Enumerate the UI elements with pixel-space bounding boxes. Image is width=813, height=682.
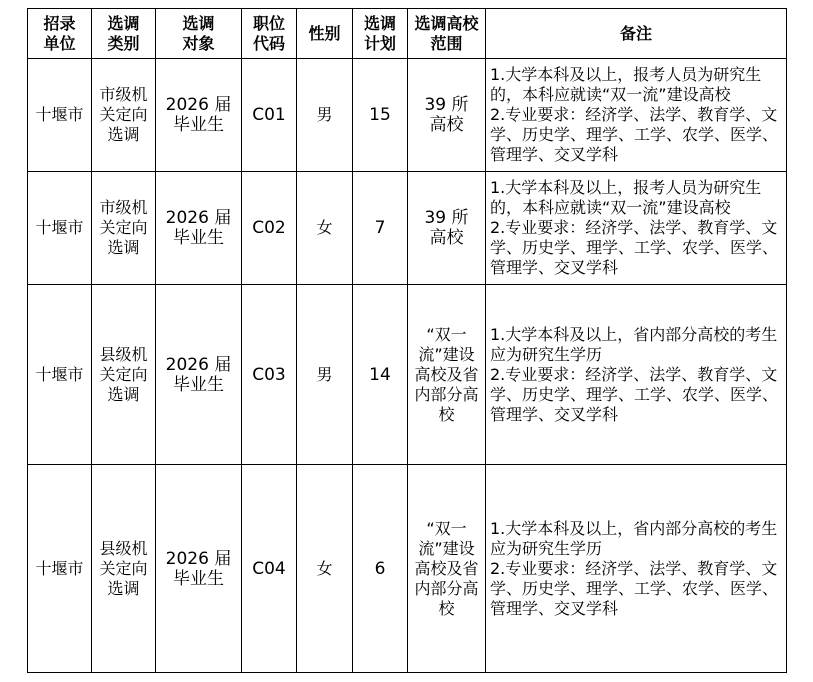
scope-cell: “双一 流”建设 高校及省 内部分高 校 [408, 285, 486, 465]
code-cell: C03 [242, 285, 297, 465]
note-line: 1.大学本科及以上，报考人员为研究生的，本科应就读“双一流”建设高校 [490, 65, 762, 104]
plan-cell: 6 [353, 465, 408, 673]
notes-cell [486, 465, 787, 673]
recruitment-table [27, 8, 787, 673]
unit-cell: 十堰市 [28, 465, 92, 673]
target-cell: 2026 届 毕业生 [156, 59, 242, 172]
header-plan: 选调 计划 [353, 9, 408, 59]
note-line: 2.专业要求：经济学、法学、教育学、文学、历史学、理学、工学、农学、医学、管理学、交叉学科 [490, 105, 779, 164]
category-cell: 市级机 关定向 选调 [92, 172, 156, 285]
notes-cell [486, 59, 787, 172]
code-cell: C02 [242, 172, 297, 285]
category-cell: 县级机 关定向 选调 [92, 285, 156, 465]
header-row [28, 9, 787, 59]
note-line: 1.大学本科及以上，省内部分高校的考生应为研究生学历 [490, 324, 778, 364]
note-line: 1.大学本科及以上，省内部分高校的考生应为研究生学历 [490, 518, 778, 558]
gender-cell: 男 [297, 285, 353, 465]
note-line: 2.专业要求：经济学、法学、教育学、文学、历史学、理学、工学、农学、医学、管理学、交叉学科 [490, 218, 779, 277]
code-cell: C01 [242, 59, 297, 172]
gender-cell: 女 [297, 172, 353, 285]
gender-cell: 男 [297, 59, 353, 172]
target-cell: 2026 届 毕业生 [156, 172, 242, 285]
notes-cell [486, 172, 787, 285]
unit-cell: 十堰市 [28, 172, 92, 285]
plan-cell: 15 [353, 59, 408, 172]
scope-cell: 39 所 高校 [408, 172, 486, 285]
category-cell: 市级机 关定向 选调 [92, 59, 156, 172]
table-row [28, 59, 787, 172]
gender-cell: 女 [297, 465, 353, 673]
scope-cell: “双一 流”建设 高校及省 内部分高 校 [408, 465, 486, 673]
plan-cell: 14 [353, 285, 408, 465]
header-notes: 备注 [486, 9, 787, 59]
note-line: 2.专业要求：经济学、法学、教育学、文学、历史学、理学、工学、农学、医学、管理学、交叉学科 [490, 558, 779, 618]
table-row [28, 172, 787, 285]
category-cell: 县级机 关定向 选调 [92, 465, 156, 673]
plan-cell: 7 [353, 172, 408, 285]
unit-cell: 十堰市 [28, 59, 92, 172]
note-line: 2.专业要求：经济学、法学、教育学、文学、历史学、理学、工学、农学、医学、管理学、交叉学科 [490, 364, 779, 424]
header-target: 选调 对象 [156, 9, 242, 59]
header-gender: 性别 [297, 9, 353, 59]
notes-cell [486, 285, 787, 465]
header-scope: 选调高校 范围 [408, 9, 486, 59]
header-category: 选调 类别 [92, 9, 156, 59]
header-unit: 招录 单位 [28, 9, 92, 59]
target-cell: 2026 届 毕业生 [156, 465, 242, 673]
table-row [28, 465, 787, 673]
note-line: 1.大学本科及以上，报考人员为研究生的，本科应就读“双一流”建设高校 [490, 178, 762, 217]
table-row [28, 285, 787, 465]
scope-cell: 39 所 高校 [408, 59, 486, 172]
target-cell: 2026 届 毕业生 [156, 285, 242, 465]
header-code: 职位 代码 [242, 9, 297, 59]
unit-cell: 十堰市 [28, 285, 92, 465]
code-cell: C04 [242, 465, 297, 673]
